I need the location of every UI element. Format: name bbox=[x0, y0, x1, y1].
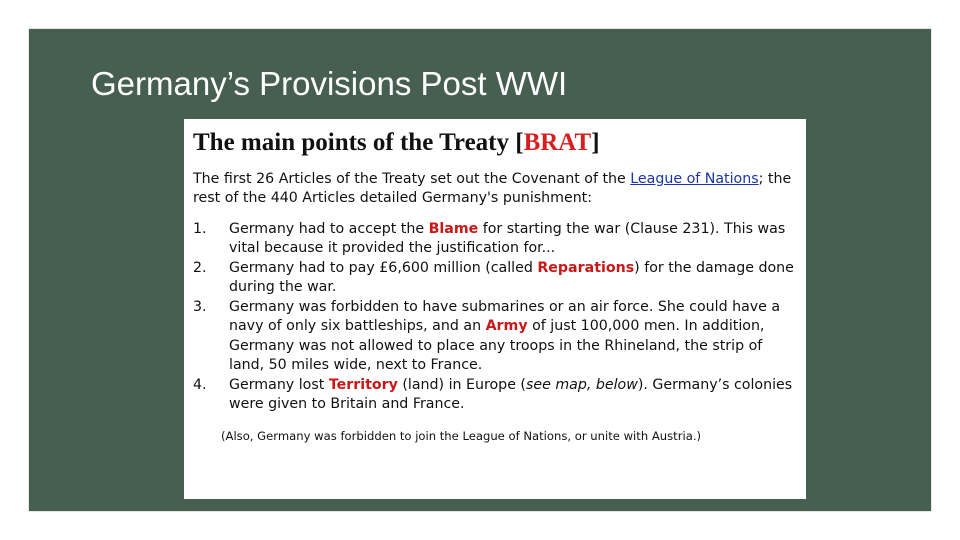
point-keyword: Blame bbox=[428, 220, 479, 237]
point-text: for starting the war (Clause 231). This was vital because it provided the justification for... bbox=[229, 220, 786, 257]
point-number: 3. bbox=[193, 298, 207, 315]
treaty-document-image bbox=[184, 119, 806, 499]
point-number: 2. bbox=[193, 259, 207, 276]
treaty-point-army bbox=[193, 298, 796, 376]
treaty-point-territory bbox=[193, 376, 796, 415]
point-text: Germany lost bbox=[229, 376, 329, 393]
point-keyword: Army bbox=[485, 318, 528, 335]
slide bbox=[29, 29, 931, 511]
point-number: 1. bbox=[193, 220, 207, 237]
point-italic-text: see map, below bbox=[525, 376, 638, 393]
point-text: Germany had to accept the bbox=[229, 220, 429, 237]
treaty-point-reparations bbox=[193, 259, 796, 298]
league-of-nations-link[interactable]: League of Nations bbox=[630, 170, 759, 187]
point-text: Germany had to pay £6,600 million (called bbox=[229, 259, 538, 276]
point-number: 4. bbox=[193, 376, 207, 393]
footnote: (Also, Germany was forbidden to join the League of Nations, or unite with Austria.) bbox=[221, 428, 702, 443]
point-text: ). Germany’s colonies were given to Britain and France. bbox=[229, 376, 793, 413]
heading-text: The main points of the Treaty [ bbox=[193, 129, 524, 156]
point-text: (land) in Europe ( bbox=[397, 376, 526, 393]
point-text: of just 100,000 men. In addition, Germany was not allowed to place any troops in the Rhineland, the strip of land, 50 miles wide, next to France. bbox=[229, 318, 765, 374]
intro-paragraph bbox=[193, 170, 796, 209]
treaty-points-list bbox=[193, 220, 796, 415]
heading-acronym: BRAT bbox=[523, 129, 592, 156]
document-heading bbox=[193, 129, 796, 158]
treaty-point-blame bbox=[193, 220, 796, 259]
heading-bracket: ] bbox=[591, 129, 600, 156]
point-text: Germany was forbidden to have submarines or an air force. She could have a navy of only six battleships, and an bbox=[229, 298, 781, 335]
point-keyword: Reparations bbox=[537, 259, 635, 276]
point-keyword: Territory bbox=[328, 376, 398, 393]
point-text: ) for the damage done during the war. bbox=[229, 259, 794, 296]
intro-text-start: The first 26 Articles of the Treaty set out the Covenant of the bbox=[193, 170, 631, 187]
intro-text-end: ; the rest of the 440 Articles detailed Germany's punishment: bbox=[193, 170, 792, 207]
slide-title: Germany’s Provisions Post WWI bbox=[91, 65, 568, 102]
